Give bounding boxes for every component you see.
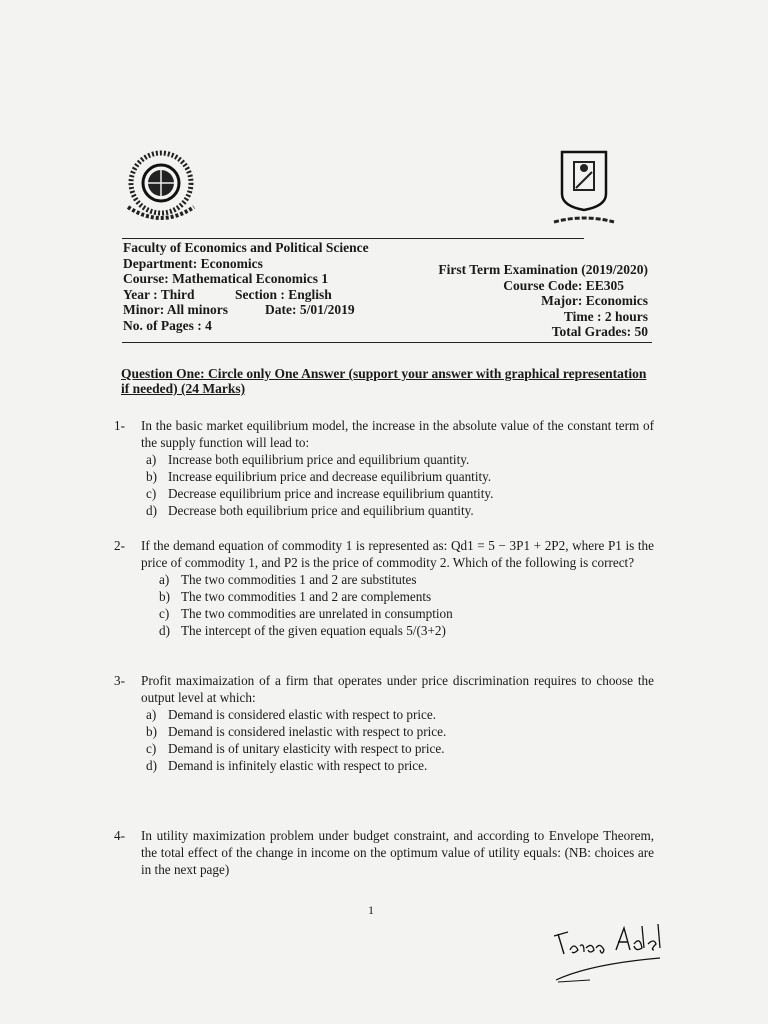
total-grades: Total Grades: 50 (551, 324, 648, 340)
question-stem: In the basic market equilibrium model, the increase in the absolute value of the constant term of the supply function will lead to: (141, 418, 654, 450)
year: Year : Third (123, 286, 195, 302)
header-left-block (123, 240, 369, 334)
option-d[interactable]: d) Decrease both equilibrium price and equilibrium quantity. (146, 503, 474, 518)
minor: Minor: All minors (123, 302, 228, 318)
university-seal-logo (118, 145, 204, 227)
option-list (114, 451, 654, 519)
page-count: No. of Pages : 4 (123, 317, 212, 333)
course-name: Course: Mathematical Economics 1 (123, 271, 329, 287)
question-1 (114, 417, 654, 519)
header-right-block (438, 262, 648, 340)
question-number: 3- (114, 673, 125, 688)
exam-title: First Term Examination (2019/2020) (438, 262, 648, 277)
question-number: 4- (114, 828, 125, 843)
option-a[interactable]: a) Demand is considered elastic with respect to price. (146, 707, 437, 722)
option-c[interactable]: c) Decrease equilibrium price and increase equilibrium quantity. (146, 486, 494, 501)
question-stem: If the demand equation of commodity 1 is represented as: Qd1 = 5 − 3P1 + 2P2, where P1 is the price of commodity 1, and P2 is the price of commodity 2. Which of the following is correct? (141, 538, 654, 570)
option-c[interactable]: c) Demand is of unitary elasticity with respect to price. (146, 741, 445, 756)
faculty-name: Faculty of Economics and Political Science (123, 240, 369, 255)
page-number: 1 (368, 903, 374, 917)
header-top-rule (122, 238, 584, 239)
course-code: Course Code: EE305 (503, 277, 624, 293)
option-d[interactable]: d) The intercept of the given equation equals 5/(3+2) (159, 623, 446, 638)
option-list (114, 571, 654, 639)
question-4 (114, 827, 654, 878)
question-stem: Profit maximaization of a firm that operates under price discrimination requires to choose the output level at which: (141, 673, 654, 705)
question-3 (114, 672, 654, 774)
option-b[interactable]: b) Increase equilibrium price and decrease equilibrium quantity. (146, 469, 492, 484)
section: Section : English (235, 286, 332, 302)
year-section-row (123, 287, 369, 303)
exam-time: Time : 2 hours (563, 308, 648, 324)
option-a[interactable]: a) The two commodities 1 and 2 are substitutes (159, 572, 417, 587)
question-number: 1- (114, 418, 125, 433)
question-number: 2- (114, 538, 125, 553)
minor-date-row (123, 302, 369, 318)
department: Department: Economics (123, 255, 263, 271)
option-b[interactable]: b) Demand is considered inelastic with respect to price. (146, 724, 447, 739)
option-list (114, 706, 654, 774)
handwritten-signature (550, 920, 670, 990)
question-heading: Question One: Circle only One Answer (support your answer with graphical representation if needed) (24 Marks) (121, 366, 647, 396)
question-stem: In utility maximization problem under budget constraint, and according to Envelope Theorem, the total effect of the change in income on the optimum value of utility equals: (NB: choices are in the next page) (141, 828, 654, 877)
cairo-university-logo (548, 148, 620, 230)
header-bottom-rule (122, 342, 652, 343)
option-a[interactable]: a) Increase both equilibrium price and equilibrium quantity. (146, 452, 470, 467)
option-c[interactable]: c) The two commodities are unrelated in consumption (159, 606, 453, 621)
exam-date: Date: 5/01/2019 (265, 302, 355, 318)
option-d[interactable]: d) Demand is infinitely elastic with respect to price. (146, 758, 428, 773)
question-2 (114, 537, 654, 639)
major: Major: Economics (541, 293, 648, 309)
option-b[interactable]: b) The two commodities 1 and 2 are complements (159, 589, 432, 604)
